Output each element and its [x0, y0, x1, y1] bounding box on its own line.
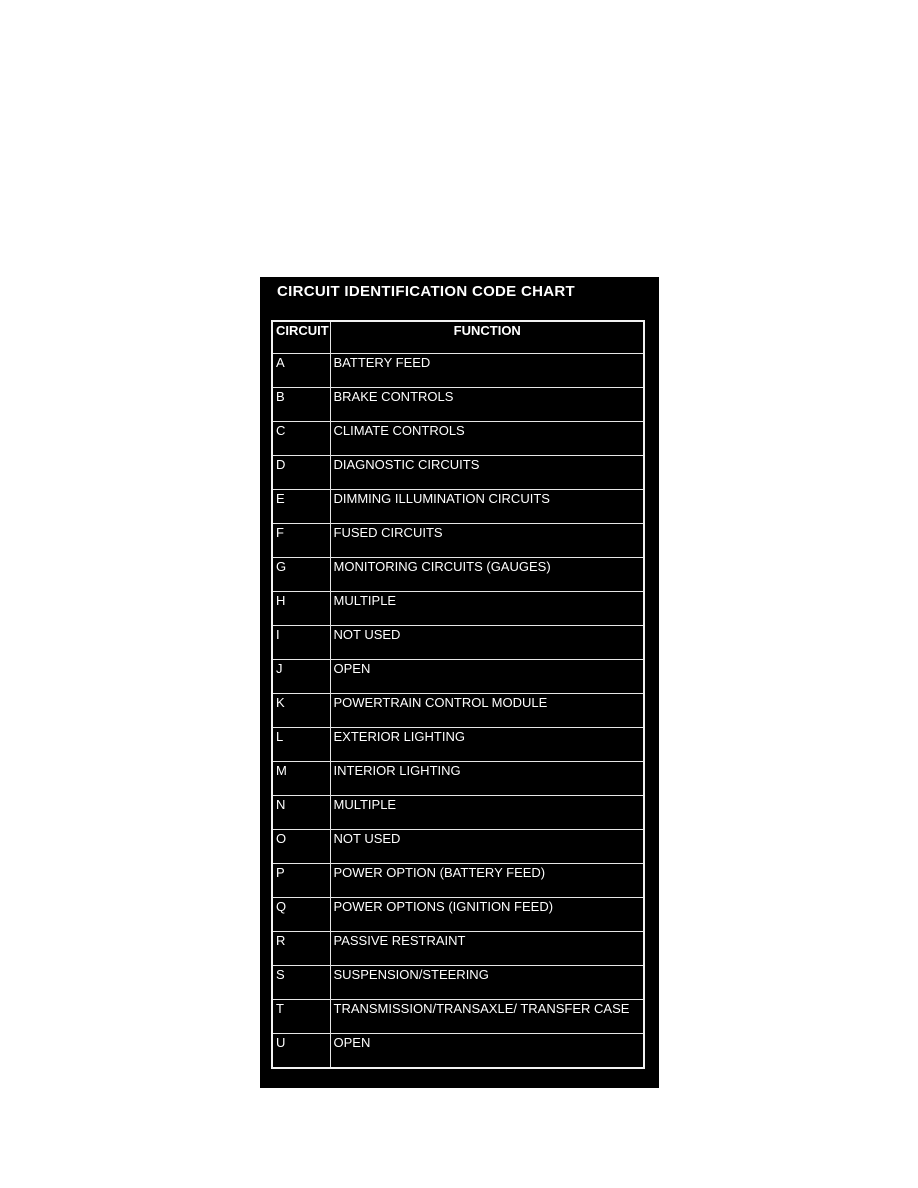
table-row [272, 354, 644, 388]
function-cell: EXTERIOR LIGHTING [330, 728, 644, 762]
circuit-code-cell: J [272, 660, 330, 694]
table-row [272, 456, 644, 490]
function-cell: BATTERY FEED [330, 354, 644, 388]
circuit-code-cell: T [272, 1000, 330, 1034]
function-cell: NOT USED [330, 626, 644, 660]
table-row [272, 524, 644, 558]
circuit-code-cell: O [272, 830, 330, 864]
table-row [272, 626, 644, 660]
table-row [272, 558, 644, 592]
circuit-code-table [271, 320, 645, 1069]
circuit-code-cell: G [272, 558, 330, 592]
circuit-code-cell: U [272, 1034, 330, 1069]
function-column-header: FUNCTION [330, 321, 644, 354]
circuit-code-cell: H [272, 592, 330, 626]
circuit-code-cell: L [272, 728, 330, 762]
table-row [272, 388, 644, 422]
circuit-code-cell: F [272, 524, 330, 558]
table-row [272, 830, 644, 864]
circuit-code-cell: I [272, 626, 330, 660]
function-cell: NOT USED [330, 830, 644, 864]
table-header-row [272, 321, 644, 354]
function-cell: DIAGNOSTIC CIRCUITS [330, 456, 644, 490]
circuit-code-cell: D [272, 456, 330, 490]
function-cell: PASSIVE RESTRAINT [330, 932, 644, 966]
function-cell: DIMMING ILLUMINATION CIRCUITS [330, 490, 644, 524]
table-row [272, 728, 644, 762]
table-row [272, 966, 644, 1000]
table-body [272, 354, 644, 1069]
table-row [272, 660, 644, 694]
circuit-code-cell: S [272, 966, 330, 1000]
circuit-code-cell: C [272, 422, 330, 456]
function-cell: OPEN [330, 660, 644, 694]
table-row [272, 898, 644, 932]
circuit-code-cell: A [272, 354, 330, 388]
function-cell: INTERIOR LIGHTING [330, 762, 644, 796]
circuit-code-cell: Q [272, 898, 330, 932]
circuit-code-cell: N [272, 796, 330, 830]
table-row [272, 422, 644, 456]
function-cell: MULTIPLE [330, 592, 644, 626]
function-cell: MONITORING CIRCUITS (GAUGES) [330, 558, 644, 592]
function-cell: SUSPENSION/STEERING [330, 966, 644, 1000]
table-row [272, 694, 644, 728]
function-cell: POWERTRAIN CONTROL MODULE [330, 694, 644, 728]
circuit-column-header: CIRCUIT [272, 321, 330, 354]
circuit-code-cell: K [272, 694, 330, 728]
table-row [272, 1000, 644, 1034]
table-row [272, 864, 644, 898]
circuit-code-chart-panel [260, 277, 659, 1088]
function-cell: FUSED CIRCUITS [330, 524, 644, 558]
table-row [272, 796, 644, 830]
circuit-code-cell: B [272, 388, 330, 422]
table-row [272, 762, 644, 796]
function-cell: POWER OPTIONS (IGNITION FEED) [330, 898, 644, 932]
function-cell: MULTIPLE [330, 796, 644, 830]
circuit-code-cell: P [272, 864, 330, 898]
chart-title: CIRCUIT IDENTIFICATION CODE CHART [277, 283, 575, 300]
function-cell: POWER OPTION (BATTERY FEED) [330, 864, 644, 898]
function-cell: OPEN [330, 1034, 644, 1069]
table-row [272, 1034, 644, 1069]
circuit-code-cell: M [272, 762, 330, 796]
table-row [272, 932, 644, 966]
circuit-code-cell: E [272, 490, 330, 524]
function-cell: BRAKE CONTROLS [330, 388, 644, 422]
function-cell: TRANSMISSION/TRANSAXLE/ TRANSFER CASE [330, 1000, 644, 1034]
circuit-code-cell: R [272, 932, 330, 966]
table-row [272, 592, 644, 626]
function-cell: CLIMATE CONTROLS [330, 422, 644, 456]
table-row [272, 490, 644, 524]
